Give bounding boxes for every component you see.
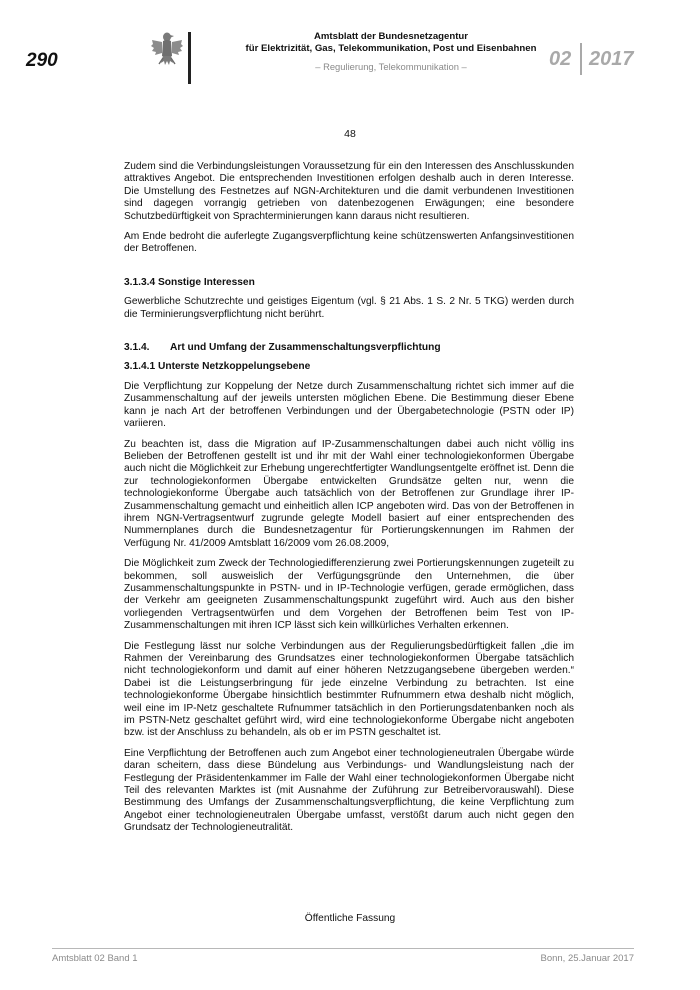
document-body [124, 161, 574, 843]
footer-rule [52, 948, 634, 949]
footer-date: Bonn, 25.Januar 2017 [540, 953, 634, 964]
paragraph: Die Verpflichtung zur Koppelung der Netze durch Zusammenschaltung richtet sich immer auf die Zusammenschaltung auf der jeweils untersten möglichen Ebene. Die Bestimmung dieser Ebene kann je nach Art der betroffenen Verbindungen und der Übergabetechnologie (PSTN oder IP) variieren. [124, 380, 574, 430]
paragraph: Zudem sind die Verbindungsleistungen Voraussetzung für ein den Interessen des Anschlusskunden attraktives Angebot. Die entsprechenden Investitionen erfolgen deshalb auch in deren Interesse. Die Umstellung des Festnetzes auf NGN-Architekturen und die damit verbundenen Investitionen sind dagegen vorrangig getrieben von datenbezogenen Erwägungen; eine besondere Schutzbedürftigkeit von Sprachterminierungen kann daraus nicht resultieren. [124, 161, 574, 222]
issue-number: 02 [549, 48, 572, 70]
document-page-number: 48 [344, 128, 356, 140]
paragraph: Am Ende bedroht die auferlegte Zugangsverpflichtung keine schützenswerten Anfangsinvestitionen der Betroffenen. [124, 231, 574, 255]
section-number: 3.1.3.4 [124, 276, 156, 288]
journal-title-line1: Amtsblatt der Bundesnetzagentur [313, 31, 469, 42]
journal-subtitle: – Regulierung, Telekommunikation – [315, 61, 467, 72]
issue-separator [580, 43, 582, 75]
section-title: Art und Umfang der Zusammenschaltungsverpflichtung [170, 342, 441, 354]
section-number: 3.1.4.1 [124, 361, 156, 373]
section-heading-3134 [124, 277, 574, 289]
header-page-number: 290 [26, 50, 58, 71]
footer-volume: Amtsblatt 02 Band 1 [52, 953, 138, 964]
issue-year: 2017 [589, 48, 634, 70]
section-title: Sonstige Interessen [158, 276, 255, 288]
section-number: 3.1.4. [124, 342, 150, 354]
paragraph: Eine Verpflichtung der Betroffenen auch zum Angebot einer technologieneutralen Übergabe würde daran scheitern, dass diese Bündelung aus Verbindungs- und Wandlungsleistung nach der Festlegung der Präsidentenkammer im Falle der Wahl einer technologiekonformen Übergabe nicht Teil des relevanten Marktes ist (mit Ausnahme der Zuführung zur Betreibervorauswahl). Diese Bestimmung des Umfangs der Zusammenschaltungsverpflichtung, die keine Verpflichtung zum Angebot einer technologieneutralen Übergabe umfasst, verstößt darum auch nicht gegen den Grundsatz der Technologieneutralität. [124, 747, 574, 834]
paragraph: Gewerbliche Schutzrechte und geistiges Eigentum (vgl. § 21 Abs. 1 S. 2 Nr. 5 TKG) werden durch die Terminierungsverpflichtung nicht berührt. [124, 296, 574, 320]
header-vertical-rule [188, 32, 191, 84]
public-version-label: Öffentliche Fassung [304, 913, 396, 924]
section-heading-3141 [124, 361, 574, 373]
journal-title [196, 31, 586, 55]
paragraph: Die Möglichkeit zum Zweck der Technologiedifferenzierung zwei Portierungskennungen zugeteilt zu bekommen, soll ausweislich der Verfügungsgründe den Unternehmen, die über Zusammenschaltungspunkte in PSTN- und in IP-Technologie verfügen, gerade ermöglichen, dass der Verkehr am geeigneten Zusammenschaltungspunkt zugeführt wird. Auch aus den bisher vorliegenden Vertragsentwürfen und dem Vorgehen der Betroffenen beim Test von IP-Zusammenschaltungen mit ihren ICP lässt sich kein willkürliches Verhalten erkennen. [124, 558, 574, 632]
paragraph: Zu beachten ist, dass die Migration auf IP-Zusammenschaltungen dabei auch nicht völlig ins Belieben der Betroffenen gestellt ist und ihr mit der Wahl einer technologiekonformen Übergabe auch nicht die Möglichkeit zur Erhebung ungerechtfertigter Wandlungsentgelte eröffnet ist. Denn die zur technologiekonformen Übergabe entwickelten Grundsätze gelten nur, wenn die technologiekonforme Übergabe auch tatsächlich von der Betroffenen zur Grundlage ihrer IP-Zusammenschaltung gemacht und einheitlich allen ICP angeboten wird. Das von der Betroffenen in ihrem NGN-Vertragsentwurf zugrunde gelegte Modell basiert auf einer entsprechenden des Nummernplanes durch die Bundesnetzagentur für Portierungskennungen im Rahmen der Verfügung Nr. 41/2009 Amtsblatt 16/2009 vom 26.08.2009, [124, 438, 574, 549]
paragraph: Die Festlegung lässt nur solche Verbindungen aus der Regulierungsbedürftigkeit fallen „die im Rahmen der Vereinbarung des Grundsatzes einer technologiekonformen Übergabe tatsächlich nicht technologiekonform und damit auf einer höheren Netzzugangsebene übergeben werden.“ Dabei ist die Leistungserbringung für jede einzelne Verbindung zu betrachten. Ist eine technologiekonforme Übergabe hinsichtlich bestimmter Rufnummern etwa deshalb nicht möglich, weil eine im IP-Netz geschaltete Rufnummer tatsächlich in den Portierungsdatenbanken noch als im PSTN-Netz geschaltet geführt wird, wird eine technologiekonforme Übergabe nicht angeboten bzw. ist der Anschluss zu behandeln, als ob er im PSTN geschaltet ist. [124, 640, 574, 739]
journal-title-line2: für Elektrizität, Gas, Telekommunikation, Post und Eisenbahnen [245, 43, 537, 54]
section-title: Unterste Netzkoppelungsebene [158, 361, 311, 373]
federal-eagle-icon [150, 30, 184, 68]
section-heading-314 [124, 342, 574, 354]
